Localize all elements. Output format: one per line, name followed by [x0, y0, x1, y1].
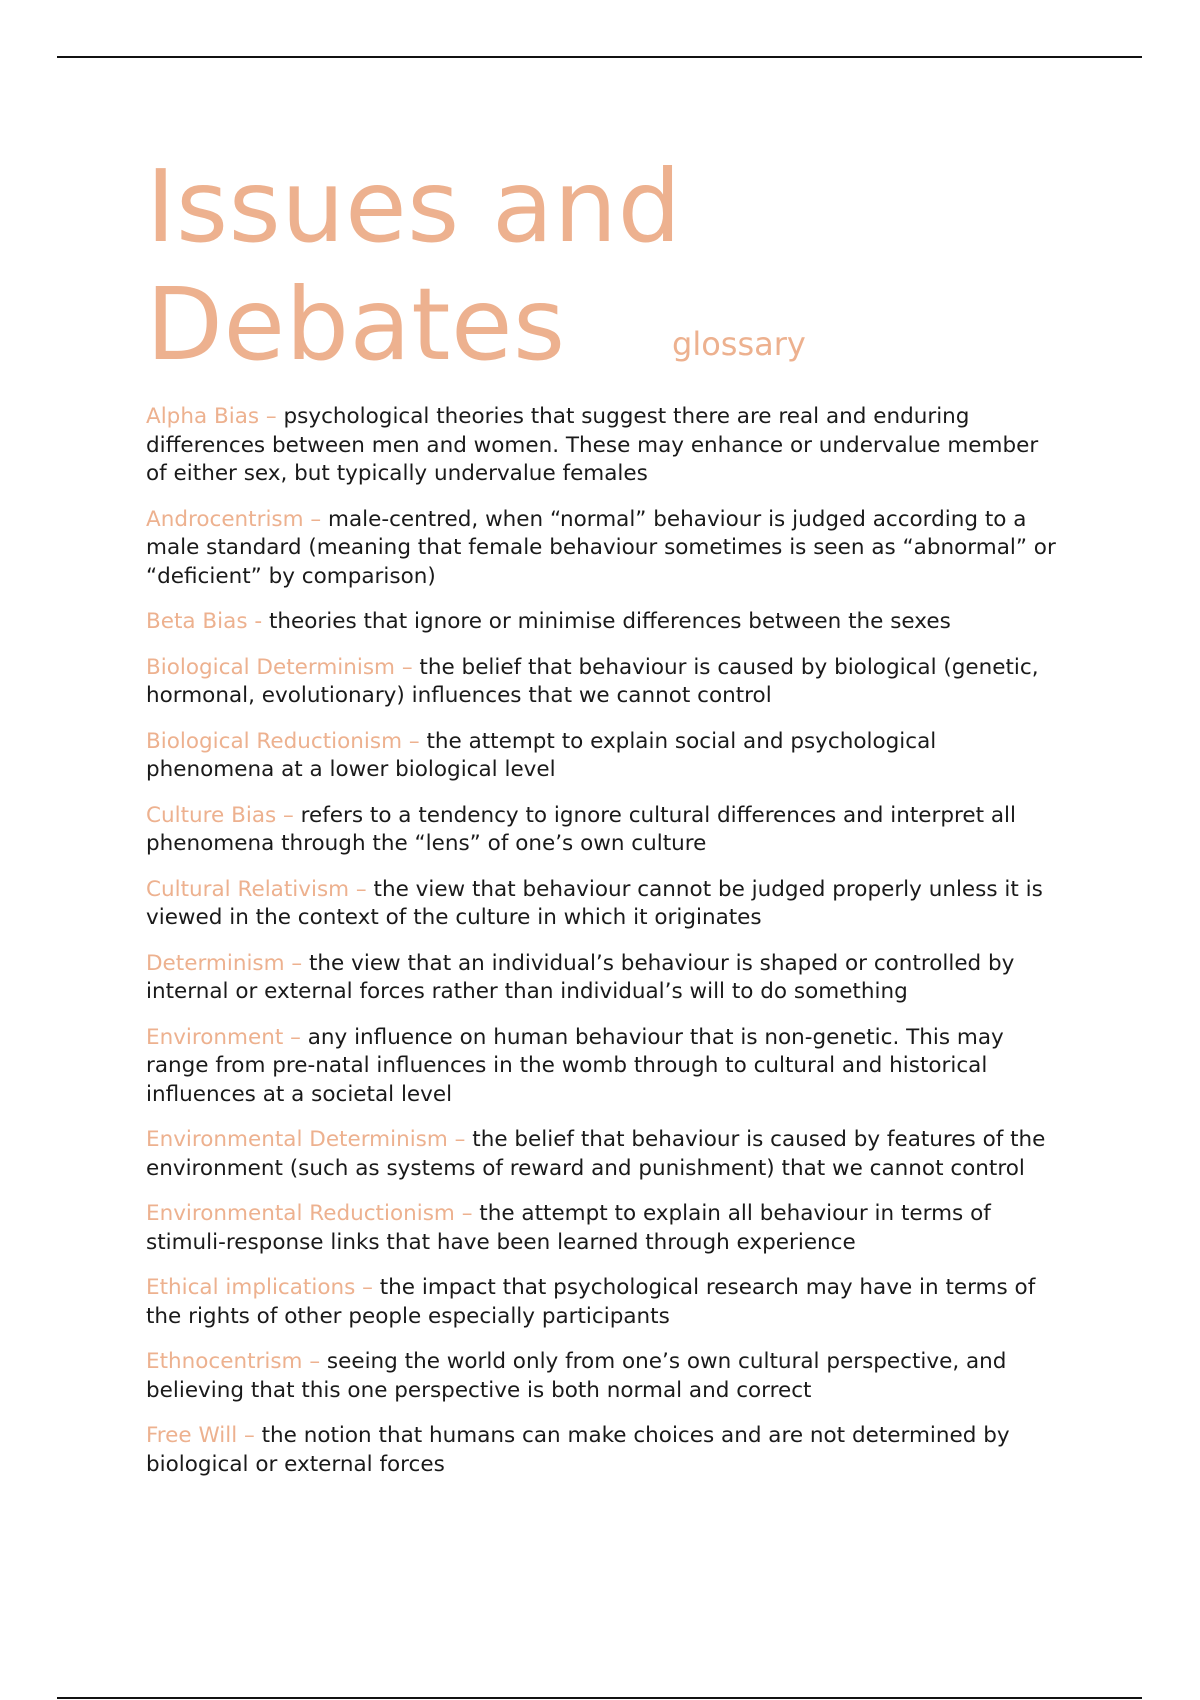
glossary-definition: the attempt to explain social and psychological phenomena at a lower biological level — [146, 728, 937, 782]
glossary-entry — [146, 1348, 1061, 1405]
glossary-definition: any influence on human behaviour that is non-genetic. This may range from pre-natal influences in the womb through to cultural and historical influences at a societal level — [146, 1024, 1004, 1107]
glossary-definition: seeing the world only from one’s own cultural perspective, and believing that this one perspective is both normal and correct — [146, 1349, 1007, 1403]
glossary-entry — [146, 1126, 1061, 1183]
term-separator: – — [237, 1423, 262, 1448]
glossary-term: Alpha Bias — [146, 404, 260, 429]
glossary-term: Cultural Relativism — [146, 876, 350, 902]
term-separator: – — [276, 802, 301, 828]
term-separator: – — [259, 404, 284, 429]
glossary-term: Biological Determinism — [146, 654, 395, 680]
glossary-entry — [146, 403, 1061, 489]
glossary-list — [146, 403, 1061, 1496]
glossary-definition: the attempt to explain all behaviour in terms of stimuli-response links that have been learned through experience — [146, 1201, 991, 1255]
term-separator: – — [402, 728, 427, 754]
term-separator: – — [447, 1127, 473, 1152]
glossary-entry — [146, 608, 1061, 637]
glossary-term: Biological Reductionism — [146, 728, 403, 754]
subtitle: glossary — [672, 325, 806, 363]
term-separator: – — [355, 1275, 380, 1300]
glossary-definition: male-centred, when “normal” behaviour is judged according to a male standard (meaning that female behaviour sometimes is seen as “abnormal” or “deficient” by comparison) — [146, 506, 1056, 589]
glossary-definition: the view that behaviour cannot be judged properly unless it is viewed in the context of the culture in which it originates — [146, 876, 1043, 930]
page-title — [146, 148, 1046, 384]
term-separator: – — [349, 876, 374, 902]
glossary-term: Ethical implications — [146, 1275, 356, 1300]
title-line-2: Debates — [146, 266, 566, 383]
glossary-entry — [146, 728, 1061, 785]
glossary-entry — [146, 654, 1061, 711]
glossary-term: Determinism — [146, 950, 285, 976]
glossary-term: Culture Bias — [146, 802, 277, 828]
glossary-definition: theories that ignore or minimise differences between the sexes — [268, 609, 951, 634]
term-separator: – — [303, 506, 328, 532]
glossary-term: Environmental Reductionism — [146, 1201, 455, 1226]
term-separator: – — [283, 1024, 308, 1050]
glossary-definition: refers to a tendency to ignore cultural differences and interpret all phenomena through the “lens” of one’s own culture — [146, 802, 1017, 856]
term-separator: – — [454, 1201, 480, 1226]
glossary-term: Environmental Determinism — [146, 1127, 448, 1152]
glossary-definition: the belief that behaviour is caused by features of the environment (such as systems of reward and punishment) that we cannot control — [146, 1127, 1046, 1181]
term-separator: - — [247, 609, 269, 634]
glossary-entry — [146, 1200, 1061, 1257]
glossary-entry — [146, 876, 1061, 933]
glossary-entry — [146, 506, 1061, 592]
glossary-term: Androcentrism — [146, 506, 304, 532]
glossary-term: Free Will — [146, 1423, 238, 1448]
title-line-1: Issues and — [146, 148, 682, 265]
glossary-entry — [146, 1024, 1061, 1110]
glossary-definition: the notion that humans can make choices and are not determined by biological or external forces — [146, 1423, 1010, 1477]
glossary-entry — [146, 802, 1061, 859]
glossary-term: Beta Bias — [146, 609, 248, 634]
term-separator: – — [284, 950, 309, 976]
term-separator: – — [302, 1349, 327, 1374]
term-separator: – — [395, 654, 420, 680]
glossary-entry — [146, 1274, 1061, 1331]
glossary-term: Ethnocentrism — [146, 1349, 303, 1374]
glossary-definition: psychological theories that suggest there are real and enduring differences between men and women. These may enhance or undervalue member of either sex, but typically undervalue females — [146, 404, 1039, 486]
glossary-definition: the view that an individual’s behaviour is shaped or controlled by internal or external forces rather than individual’s will to do something — [146, 950, 1015, 1004]
glossary-entry — [146, 950, 1061, 1007]
glossary-definition: the impact that psychological research may have in terms of the rights of other people especially participants — [146, 1275, 1036, 1329]
glossary-term: Environment — [146, 1024, 284, 1050]
glossary-entry — [146, 1422, 1061, 1479]
glossary-definition: the belief that behaviour is caused by biological (genetic, hormonal, evolutionary) influences that we cannot control — [146, 654, 1039, 708]
bottom-rule — [57, 1697, 1142, 1699]
top-rule — [57, 56, 1142, 58]
